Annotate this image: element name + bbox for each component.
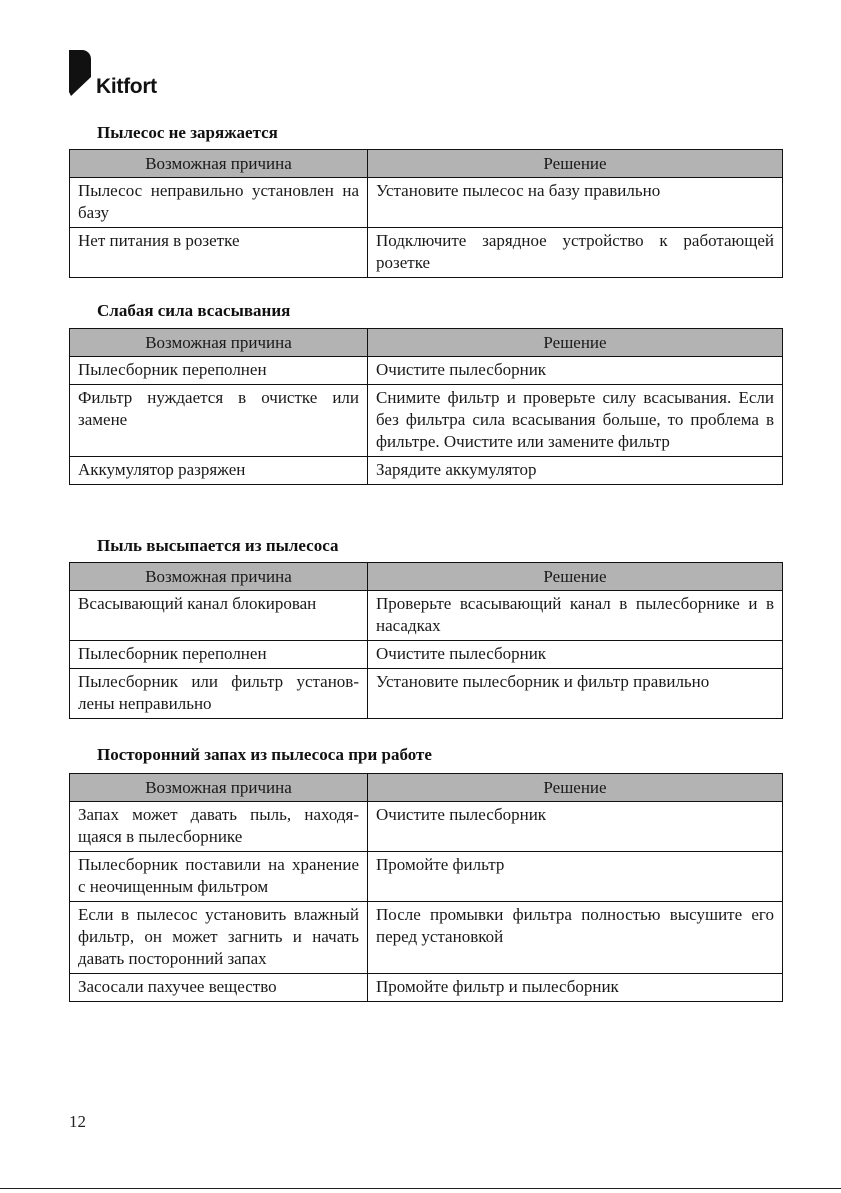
table-row <box>70 385 783 457</box>
solution-cell: Очистите пылесборник <box>368 802 783 852</box>
header-cause: Возможная причина <box>70 329 368 357</box>
table-row <box>70 178 783 228</box>
solution-cell: После промывки фильтра полностью высушите его перед установкой <box>368 902 783 974</box>
table-row <box>70 852 783 902</box>
cause-cell: Пылесборник переполнен <box>70 641 368 669</box>
table-row <box>70 357 783 385</box>
troubleshooting-table <box>69 773 783 1002</box>
table-header-row <box>70 774 783 802</box>
table-row <box>70 457 783 485</box>
page-number: 12 <box>69 1112 86 1131</box>
table-row <box>70 974 783 1002</box>
solution-cell: Подключите зарядное устройство к работающей розетке <box>368 228 783 278</box>
section-title: Пыль высыпается из пылесоса <box>97 536 339 555</box>
cause-cell: Засосали пахучее вещество <box>70 974 368 1002</box>
cause-cell: Пылесборник переполнен <box>70 357 368 385</box>
cause-cell: Пылесос неправильно установлен на базу <box>70 178 368 228</box>
solution-cell: Зарядите аккумулятор <box>368 457 783 485</box>
solution-cell: Промойте фильтр и пылесборник <box>368 974 783 1002</box>
solution-cell: Очистите пылесборник <box>368 357 783 385</box>
section-title: Пылесос не заряжается <box>97 123 278 142</box>
solution-cell: Установите пылесборник и фильтр правильно <box>368 669 783 719</box>
cause-cell: Если в пылесос установить влажный фильтр, он может загнить и начать давать посторонний запах <box>70 902 368 974</box>
table-row <box>70 669 783 719</box>
troubleshooting-table <box>69 562 783 719</box>
kitfort-logo-icon <box>69 50 91 96</box>
table-row <box>70 228 783 278</box>
header-solution: Решение <box>368 563 783 591</box>
troubleshooting-table <box>69 149 783 278</box>
table-row <box>70 802 783 852</box>
solution-cell: Проверьте всасывающий канал в пылесборнике и в насадках <box>368 591 783 641</box>
header-cause: Возможная причина <box>70 150 368 178</box>
solution-cell: Промойте фильтр <box>368 852 783 902</box>
solution-cell: Снимите фильтр и проверьте силу всасывания. Если без фильтра сила всасывания больше, то проблема в фильтре. Очистите или замените фильтр <box>368 385 783 457</box>
section-title: Слабая сила всасывания <box>97 301 291 320</box>
cause-cell: Запах может давать пыль, находящаяся в пылесборнике <box>70 802 368 852</box>
cause-cell: Пылесборник поставили на хранение с неочищенным фильтром <box>70 852 368 902</box>
cause-cell: Пылесборник или фильтр установлены неправильно <box>70 669 368 719</box>
table-header-row <box>70 563 783 591</box>
table-header-row <box>70 150 783 178</box>
bottom-divider <box>0 1188 841 1189</box>
cause-cell: Всасывающий канал блокирован <box>70 591 368 641</box>
table-row <box>70 591 783 641</box>
solution-cell: Очистите пылесборник <box>368 641 783 669</box>
header-cause: Возможная причина <box>70 563 368 591</box>
cause-cell: Нет питания в розетке <box>70 228 368 278</box>
table-header-row <box>70 329 783 357</box>
section-title: Посторонний запах из пылесоса при работе <box>97 745 432 764</box>
solution-cell: Установите пылесос на базу правильно <box>368 178 783 228</box>
header-cause: Возможная причина <box>70 774 368 802</box>
brand-logo <box>69 50 189 100</box>
table-row <box>70 641 783 669</box>
header-solution: Решение <box>368 150 783 178</box>
header-solution: Решение <box>368 774 783 802</box>
troubleshooting-table <box>69 328 783 485</box>
cause-cell: Фильтр нуждается в очистке или замене <box>70 385 368 457</box>
cause-cell: Аккумулятор разряжен <box>70 457 368 485</box>
table-row <box>70 902 783 974</box>
brand-name: Kitfort <box>96 75 157 98</box>
header-solution: Решение <box>368 329 783 357</box>
